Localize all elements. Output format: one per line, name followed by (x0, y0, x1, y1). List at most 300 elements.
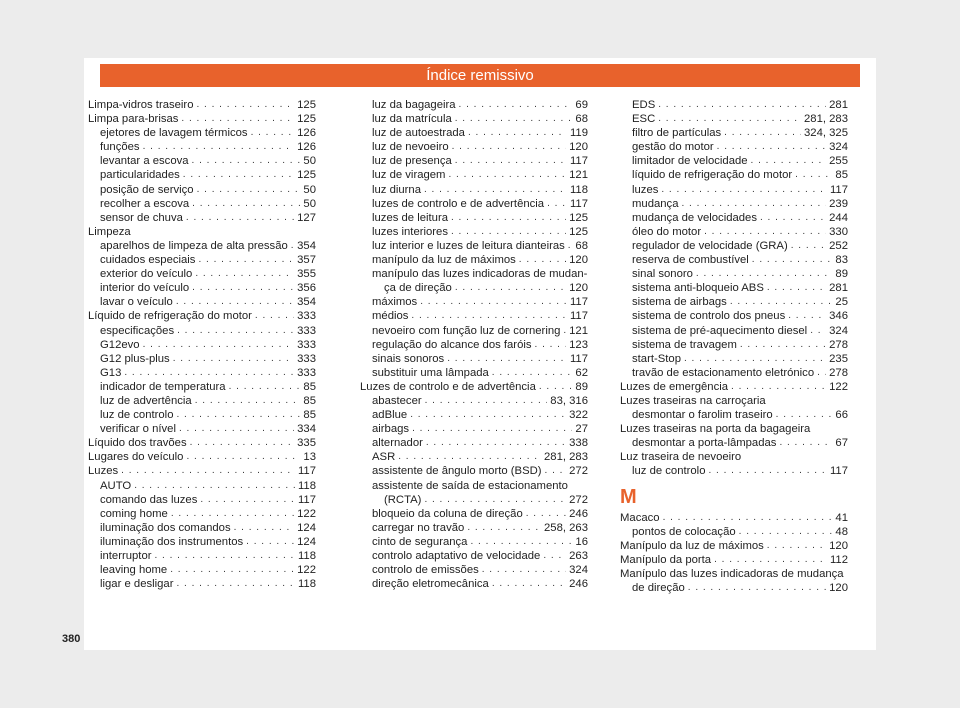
entry-page-ref: 333 (297, 310, 316, 323)
index-entry (360, 366, 588, 380)
entry-term: recolher a escova (100, 197, 190, 210)
dot-leader (470, 535, 572, 549)
entry-page-ref: 117 (569, 197, 588, 210)
index-entry (88, 493, 316, 507)
entry-term: Lugares do veículo (88, 451, 184, 464)
index-entry (88, 464, 316, 478)
entry-page-ref: 333 (297, 366, 316, 379)
entry-term: particularidades (100, 169, 180, 182)
index-entry (360, 168, 588, 182)
index-entry (360, 211, 588, 225)
entry-page-ref: 117 (569, 310, 588, 323)
entry-page-ref: 354 (297, 239, 316, 252)
dot-leader (492, 366, 573, 380)
entry-page-ref: 122 (829, 380, 848, 393)
entry-term: travão de estacionamento eletrónico (632, 366, 815, 379)
entry-term: especificações (100, 324, 175, 337)
entry-term: leaving home (100, 564, 168, 577)
dot-leader (455, 154, 567, 168)
entry-term: médios (372, 310, 409, 323)
dot-leader (177, 324, 294, 338)
dot-leader (539, 380, 573, 394)
dot-leader (451, 211, 566, 225)
index-entry (88, 281, 316, 295)
entry-page-ref: 122 (297, 564, 316, 577)
entry-term: máximos (372, 296, 418, 309)
dot-leader (143, 140, 295, 154)
entry-page-ref: 324 (829, 324, 848, 337)
entry-page-ref: 324, 325 (804, 127, 848, 140)
dot-leader (455, 281, 566, 295)
index-entry (360, 197, 588, 211)
dot-leader (760, 211, 826, 225)
entry-page-ref: 85 (303, 409, 316, 422)
entry-term: luz de viragem (372, 169, 446, 182)
index-entry (620, 464, 848, 478)
entry-page-ref: 126 (297, 141, 316, 154)
entry-page-ref: 278 (829, 338, 848, 351)
entry-term: adBlue (372, 409, 408, 422)
entry-term: luz interior e luzes de leitura dianteiras (372, 239, 565, 252)
entry-page-ref: 252 (829, 239, 848, 252)
index-entry (88, 295, 316, 309)
entry-term: comando das luzes (100, 493, 198, 506)
dot-leader (739, 525, 833, 539)
entry-term: ligar e desligar (100, 578, 174, 591)
index-entry (88, 408, 316, 422)
entry-page-ref: 117 (297, 493, 316, 506)
entry-page-ref: 83 (835, 254, 848, 267)
entry-page-ref: 281 (829, 282, 848, 295)
dot-leader (791, 239, 826, 253)
entry-page-ref: 66 (835, 409, 848, 422)
index-entry (88, 168, 316, 182)
page-number: 380 (62, 633, 81, 645)
dot-leader (170, 563, 294, 577)
index-entry (88, 126, 316, 140)
entry-term: Líquido de refrigeração do motor (88, 310, 252, 323)
index-entry (620, 436, 848, 450)
entry-term: luz da bagageira (372, 99, 456, 111)
index-entry (620, 380, 848, 394)
entry-page-ref: 62 (575, 366, 588, 379)
dot-leader (398, 450, 541, 464)
entry-term: ça de direção (384, 282, 452, 295)
entry-term: assistente de ângulo morto (BSD) (372, 465, 542, 478)
dot-leader (183, 168, 294, 182)
entry-page-ref: 68 (575, 113, 588, 126)
entry-page-ref: 16 (575, 535, 588, 548)
index-entry (360, 521, 588, 535)
entry-term: Luzes de emergência (620, 380, 729, 393)
entry-page-ref: 281 (829, 99, 848, 111)
entry-page-ref: 121 (569, 169, 588, 182)
dot-leader (234, 521, 295, 535)
dot-leader (155, 549, 295, 563)
dot-leader (724, 126, 801, 140)
dot-leader (251, 126, 295, 140)
entry-term: cinto de segurança (372, 535, 468, 548)
index-entry (360, 464, 588, 478)
entry-term: direção eletromecânica (372, 578, 489, 591)
entry-term: limitador de velocidade (632, 155, 748, 168)
index-entry (620, 126, 848, 140)
index-entry (360, 338, 588, 352)
entry-page-ref: 121 (569, 324, 588, 337)
entry-page-ref: 13 (303, 451, 316, 464)
index-entry (620, 525, 848, 539)
index-entry (620, 295, 848, 309)
entry-page-ref: 50 (303, 183, 316, 196)
index-entry (88, 479, 316, 493)
index-entry (88, 253, 316, 267)
dot-leader (124, 366, 294, 380)
dot-leader (447, 352, 567, 366)
dot-leader (545, 464, 567, 478)
entry-page-ref: 50 (303, 155, 316, 168)
index-entry (88, 267, 316, 281)
dot-leader (176, 295, 294, 309)
entry-page-ref: 324 (569, 564, 588, 577)
entry-page-ref: 355 (297, 268, 316, 281)
entry-term: mudança (632, 197, 679, 210)
entry-term: Manípulo da porta (620, 553, 712, 566)
dot-leader (752, 253, 833, 267)
index-entry (360, 225, 588, 239)
index-entry (620, 281, 848, 295)
index-entry (360, 549, 588, 563)
index-heading: manípulo das luzes indicadoras de mudan- (372, 268, 588, 281)
entry-term: lavar o veículo (100, 296, 173, 309)
dot-leader (291, 239, 294, 253)
entry-page-ref: 68 (575, 239, 588, 252)
dot-leader (190, 436, 295, 450)
entry-term: sinais sonoros (372, 352, 445, 365)
dot-leader (731, 380, 826, 394)
index-entry (360, 493, 588, 507)
index-column-2 (360, 98, 588, 591)
entry-page-ref: 338 (569, 437, 588, 450)
index-entry (88, 436, 316, 450)
entry-page-ref: 83, 316 (550, 394, 588, 407)
dot-leader (663, 511, 833, 525)
index-entry (360, 408, 588, 422)
dot-leader (195, 267, 294, 281)
entry-term: Líquido dos travões (88, 437, 187, 450)
dot-leader (688, 581, 826, 595)
entry-page-ref: 255 (829, 155, 848, 168)
entry-term: Limpa para-brisas (88, 113, 179, 126)
dot-leader (547, 197, 567, 211)
dot-leader (452, 140, 567, 154)
entry-page-ref: 333 (297, 324, 316, 337)
entry-term: bloqueio da coluna de direção (372, 507, 523, 520)
entry-page-ref: 125 (297, 169, 316, 182)
index-entry (88, 422, 316, 436)
entry-page-ref: 235 (829, 352, 848, 365)
entry-page-ref: 50 (303, 197, 316, 210)
entry-page-ref: 89 (575, 380, 588, 393)
index-entry (360, 253, 588, 267)
entry-term: filtro de partículas (632, 127, 722, 140)
index-entry (360, 154, 588, 168)
entry-term: ASR (372, 451, 396, 464)
entry-term: airbags (372, 423, 410, 436)
entry-term: G12 plus-plus (100, 352, 170, 365)
dot-leader (192, 197, 300, 211)
entry-term: luzes interiores (372, 225, 448, 238)
dot-leader (767, 539, 826, 553)
entry-page-ref: 117 (569, 352, 588, 365)
entry-term: G12evo (100, 338, 140, 351)
entry-page-ref: 48 (835, 525, 848, 538)
entry-term: sistema de pré-aquecimento diesel (632, 324, 808, 337)
entry-term: luz de presença (372, 155, 452, 168)
index-entry (620, 253, 848, 267)
dot-leader (255, 309, 294, 323)
entry-term: nevoeiro com função luz de cornering (372, 324, 561, 337)
index-entry (620, 553, 848, 567)
entry-term: abastecer (372, 394, 422, 407)
entry-page-ref: 125 (297, 113, 316, 126)
dot-leader (767, 281, 826, 295)
dot-leader (198, 253, 294, 267)
entry-term: sensor de chuva (100, 211, 183, 224)
dot-leader (179, 422, 294, 436)
dot-leader (143, 338, 295, 352)
index-entry (88, 239, 316, 253)
dot-leader (420, 295, 567, 309)
index-entry (620, 211, 848, 225)
dot-leader (229, 380, 301, 394)
dot-leader (535, 338, 567, 352)
index-entry (88, 563, 316, 577)
entry-term: reserva de combustível (632, 254, 749, 267)
dot-leader (751, 154, 827, 168)
entry-page-ref: 125 (569, 225, 588, 238)
index-entry (360, 324, 588, 338)
dot-leader (817, 366, 826, 380)
entry-term: substituir uma lâmpada (372, 366, 489, 379)
entry-page-ref: 117 (297, 465, 316, 478)
index-entry (360, 281, 588, 295)
index-entry (88, 154, 316, 168)
entry-page-ref: 112 (829, 553, 848, 566)
entry-page-ref: 85 (303, 380, 316, 393)
entry-term: regulador de velocidade (GRA) (632, 239, 788, 252)
entry-term: AUTO (100, 479, 132, 492)
entry-term: aparelhos de limpeza de alta pressão (100, 239, 288, 252)
dot-leader (426, 436, 566, 450)
entry-page-ref: 117 (569, 296, 588, 309)
dot-leader (795, 168, 832, 182)
entry-term: Limpa-vidros traseiro (88, 99, 194, 111)
index-entry (88, 98, 316, 112)
entry-term: indicador de temperatura (100, 380, 226, 393)
index-entry (620, 154, 848, 168)
entry-term: G13 (100, 366, 122, 379)
dot-leader (684, 352, 826, 366)
index-entry (360, 394, 588, 408)
entry-term: sinal sonoro (632, 268, 693, 281)
entry-page-ref: 126 (297, 127, 316, 140)
entry-term: (RCTA) (384, 493, 422, 506)
index-entry (88, 338, 316, 352)
dot-leader (196, 98, 294, 112)
entry-page-ref: 120 (829, 582, 848, 594)
index-column-3 (620, 98, 848, 595)
index-heading: Luz traseira de nevoeiro (620, 451, 742, 464)
dot-leader (246, 535, 294, 549)
index-entry (620, 408, 848, 422)
dot-leader (467, 521, 541, 535)
dot-leader (448, 168, 566, 182)
index-entry (88, 324, 316, 338)
entry-term: sistema de airbags (632, 296, 727, 309)
entry-page-ref: 120 (569, 254, 588, 267)
entry-page-ref: 263 (569, 550, 588, 562)
dot-leader (519, 253, 566, 267)
dot-leader (658, 112, 801, 126)
dot-leader (181, 112, 294, 126)
dot-leader (186, 450, 300, 464)
entry-term: EDS (632, 99, 656, 111)
entry-term: luz de controlo (632, 465, 706, 478)
dot-leader (200, 493, 295, 507)
index-entry (620, 239, 848, 253)
dot-leader (568, 239, 573, 253)
entry-term: luzes de controlo e de advertência (372, 197, 545, 210)
entry-page-ref: 278 (829, 366, 848, 379)
index-entry (360, 140, 588, 154)
entry-term: luz de controlo (100, 409, 174, 422)
entry-term: start-Stop (632, 352, 681, 365)
index-entry (360, 577, 588, 591)
index-entry (620, 511, 848, 525)
entry-page-ref: 120 (829, 539, 848, 552)
entry-term: cuidados especiais (100, 254, 196, 267)
index-entry (360, 422, 588, 436)
page-header (100, 64, 860, 87)
index-entry (620, 140, 848, 154)
dot-leader (810, 324, 826, 338)
entry-page-ref: 127 (297, 211, 316, 224)
index-entry (360, 239, 588, 253)
entry-term: carregar no travão (372, 521, 465, 534)
entry-page-ref: 272 (569, 465, 588, 478)
index-entry (88, 521, 316, 535)
entry-term: luz de nevoeiro (372, 141, 449, 154)
index-entry (360, 98, 588, 112)
entry-page-ref: 89 (835, 268, 848, 281)
index-entry (88, 549, 316, 563)
entry-term: ESC (632, 113, 656, 126)
index-entry (360, 183, 588, 197)
dot-leader (740, 338, 826, 352)
dot-leader (424, 183, 567, 197)
dot-leader (192, 154, 301, 168)
index-entry (620, 539, 848, 553)
index-entry (88, 450, 316, 464)
entry-page-ref: 346 (829, 310, 848, 323)
entry-page-ref: 272 (569, 493, 588, 506)
entry-page-ref: 124 (297, 521, 316, 534)
dot-leader (704, 225, 826, 239)
dot-leader (455, 112, 573, 126)
entry-page-ref: 41 (835, 511, 848, 524)
index-entry (88, 507, 316, 521)
dot-leader (176, 577, 295, 591)
entry-page-ref: 324 (829, 141, 848, 154)
entry-term: verificar o nível (100, 423, 176, 436)
entry-page-ref: 120 (569, 282, 588, 295)
index-entry (620, 352, 848, 366)
dot-leader (411, 309, 567, 323)
entry-page-ref: 258, 263 (544, 521, 588, 534)
entry-page-ref: 356 (297, 282, 316, 295)
entry-term: iluminação dos comandos (100, 521, 231, 534)
entry-page-ref: 85 (835, 169, 848, 182)
entry-term: luz da matrícula (372, 113, 452, 126)
entry-page-ref: 27 (575, 423, 588, 436)
dot-leader (451, 225, 566, 239)
index-entry (88, 140, 316, 154)
index-entry (88, 577, 316, 591)
index-entry (88, 183, 316, 197)
dot-leader (186, 211, 294, 225)
index-entry (360, 309, 588, 323)
entry-page-ref: 123 (569, 338, 588, 351)
entry-term: sistema de travagem (632, 338, 737, 351)
dot-leader (459, 98, 573, 112)
entry-term: líquido de refrigeração do motor (632, 169, 793, 182)
dot-leader (121, 464, 295, 478)
index-entry (620, 225, 848, 239)
entry-term: de direção (632, 582, 685, 594)
index-entry (620, 324, 848, 338)
section-letter: M (620, 485, 637, 508)
entry-term: luzes (632, 183, 659, 196)
index-entry (620, 98, 848, 112)
index-entry (360, 380, 588, 394)
index-entry (88, 394, 316, 408)
index-heading: assistente de saída de estacionamento (372, 479, 568, 492)
index-entry (88, 366, 316, 380)
dot-leader (526, 507, 566, 521)
index-column-1 (88, 98, 316, 591)
entry-term: desmontar a porta-lâmpadas (632, 437, 777, 450)
dot-leader (730, 295, 833, 309)
index-entry (88, 380, 316, 394)
entry-term: sistema de controlo dos pneus (632, 310, 786, 323)
index-entry (360, 563, 588, 577)
index-heading: Manípulo das luzes indicadoras de mudança (620, 567, 844, 580)
entry-page-ref: 120 (569, 141, 588, 154)
entry-term: Luzes de controlo e de advertência (360, 380, 536, 393)
entry-page-ref: 117 (569, 155, 588, 168)
dot-leader (717, 140, 827, 154)
index-entry (620, 168, 848, 182)
index-entry (360, 436, 588, 450)
entry-page-ref: 357 (297, 254, 316, 267)
dot-leader (696, 267, 833, 281)
index-entry (620, 197, 848, 211)
entry-term: controlo adaptativo de velocidade (372, 550, 541, 562)
entry-term: mudança de velocidades (632, 211, 757, 224)
index-entry (360, 126, 588, 140)
index-heading: Limpeza (88, 225, 131, 238)
dot-leader (195, 394, 301, 408)
